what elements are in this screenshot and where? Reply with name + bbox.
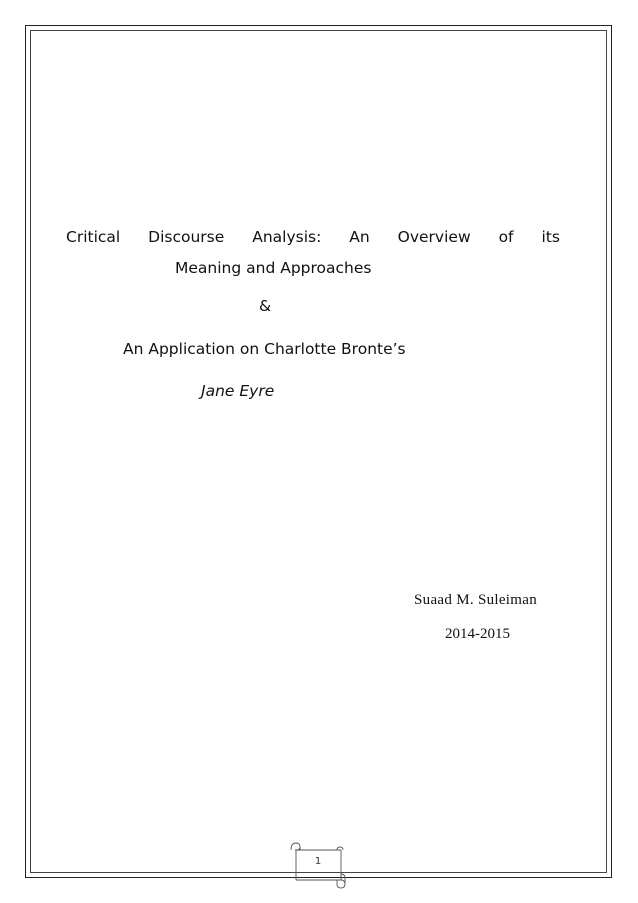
title-ampersand: & <box>259 297 272 315</box>
title-word: of <box>498 228 514 246</box>
title-word: Analysis: <box>252 228 322 246</box>
title-word: Critical <box>66 228 121 246</box>
page-number: 1 <box>314 856 322 867</box>
title-word: Overview <box>397 228 471 246</box>
author-name: Suaad M. Suleiman <box>414 592 538 608</box>
title-line-2: Meaning and Approaches <box>175 259 372 277</box>
author-year: 2014-2015 <box>445 626 510 642</box>
title-line-4: Jane Eyre <box>201 382 275 400</box>
title-line-3: An Application on Charlotte Bronte’s <box>123 340 406 358</box>
title-word: its <box>541 228 560 246</box>
title-line-1 <box>66 227 560 247</box>
title-word: An <box>349 228 370 246</box>
title-word: Discourse <box>148 228 225 246</box>
page-border-inner <box>30 30 607 873</box>
